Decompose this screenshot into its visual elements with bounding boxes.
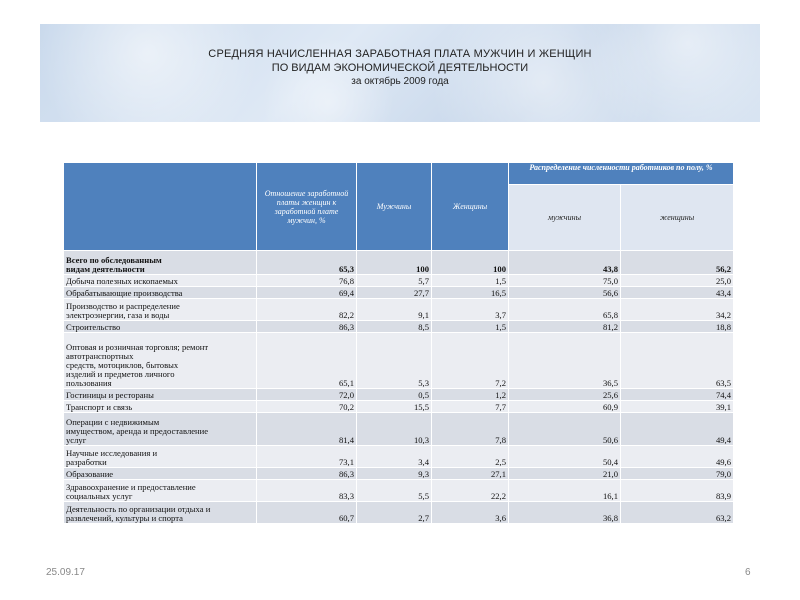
cell-dist-women: 56,2 [621, 251, 734, 275]
table-row [64, 321, 734, 333]
cell-ratio: 76,8 [257, 275, 357, 287]
table-row [64, 413, 734, 446]
cell-ratio: 73,1 [257, 446, 357, 468]
table-row [64, 446, 734, 468]
cell-men: 3,4 [357, 446, 432, 468]
cell-dist-men: 25,6 [509, 389, 621, 401]
cell-ratio: 83,3 [257, 480, 357, 502]
table-row [64, 480, 734, 502]
cell-dist-women: 63,2 [621, 502, 734, 524]
header-activity [64, 163, 257, 251]
cell-men: 15,5 [357, 401, 432, 413]
header-dist-women: женщины [621, 185, 734, 251]
cell-dist-men: 43,8 [509, 251, 621, 275]
cell-dist-women: 25,0 [621, 275, 734, 287]
cell-ratio: 86,3 [257, 321, 357, 333]
cell-dist-men: 65,8 [509, 299, 621, 321]
header-dist-men: мужчины [509, 185, 621, 251]
cell-ratio: 69,4 [257, 287, 357, 299]
row-label: Деятельность по организации отдыха и развлечений, культуры и спорта [64, 502, 257, 524]
row-label: Операции с недвижимым имуществом, аренда и предоставление услуг [64, 413, 257, 446]
cell-men: 9,1 [357, 299, 432, 321]
cell-dist-women: 83,9 [621, 480, 734, 502]
table-row [64, 287, 734, 299]
row-label: Обрабатывающие производства [64, 287, 257, 299]
cell-dist-men: 75,0 [509, 275, 621, 287]
header-distribution: Распределение численности работников по полу, % [509, 163, 734, 185]
cell-women: 22,2 [432, 480, 509, 502]
cell-ratio: 82,2 [257, 299, 357, 321]
cell-dist-women: 49,6 [621, 446, 734, 468]
cell-men: 27,7 [357, 287, 432, 299]
cell-dist-men: 56,6 [509, 287, 621, 299]
cell-dist-men: 50,4 [509, 446, 621, 468]
cell-dist-women: 63,5 [621, 333, 734, 389]
cell-dist-men: 36,8 [509, 502, 621, 524]
cell-dist-men: 81,2 [509, 321, 621, 333]
cell-men: 2,7 [357, 502, 432, 524]
cell-ratio: 86,3 [257, 468, 357, 480]
cell-women: 1,5 [432, 275, 509, 287]
cell-ratio: 65,3 [257, 251, 357, 275]
cell-dist-men: 16,1 [509, 480, 621, 502]
cell-women: 27,1 [432, 468, 509, 480]
cell-dist-men: 50,6 [509, 413, 621, 446]
slide-title-line1: СРЕДНЯЯ НАЧИСЛЕННАЯ ЗАРАБОТНАЯ ПЛАТА МУЖЧИН И ЖЕНЩИН [208, 48, 592, 60]
slide-page-number: 6 [745, 567, 751, 578]
table-row [64, 275, 734, 287]
slide-subtitle: за октябрь 2009 года [351, 76, 449, 87]
cell-dist-men: 60,9 [509, 401, 621, 413]
cell-men: 5,7 [357, 275, 432, 287]
cell-dist-women: 74,4 [621, 389, 734, 401]
row-label: Здравоохранение и предоставление социальных услуг [64, 480, 257, 502]
cell-dist-women: 34,2 [621, 299, 734, 321]
table-row [64, 401, 734, 413]
row-label: Транспорт и связь [64, 401, 257, 413]
cell-women: 16,5 [432, 287, 509, 299]
cell-men: 0,5 [357, 389, 432, 401]
cell-women: 1,2 [432, 389, 509, 401]
cell-women: 100 [432, 251, 509, 275]
cell-women: 7,7 [432, 401, 509, 413]
cell-women: 1,5 [432, 321, 509, 333]
cell-men: 5,3 [357, 333, 432, 389]
cell-dist-women: 49,4 [621, 413, 734, 446]
row-label: Оптовая и розничная торговля; ремонт автотранспортных средств, мотоциклов, бытовых изделий и предметов личного пользования [64, 333, 257, 389]
cell-dist-women: 43,4 [621, 287, 734, 299]
row-label: Гостиницы и рестораны [64, 389, 257, 401]
header-women: Женщины [432, 163, 509, 251]
header-ratio: Отношение заработной платы женщин к заработной плате мужчин, % [257, 163, 357, 251]
row-label: Добыча полезных ископаемых [64, 275, 257, 287]
cell-dist-women: 18,8 [621, 321, 734, 333]
table-row [64, 502, 734, 524]
cell-men: 9,3 [357, 468, 432, 480]
cell-dist-men: 36,5 [509, 333, 621, 389]
cell-ratio: 65,1 [257, 333, 357, 389]
cell-ratio: 81,4 [257, 413, 357, 446]
cell-ratio: 70,2 [257, 401, 357, 413]
cell-dist-women: 39,1 [621, 401, 734, 413]
table-row [64, 389, 734, 401]
cell-women: 7,2 [432, 333, 509, 389]
row-label: Всего по обследованным видам деятельности [64, 251, 257, 275]
cell-ratio: 72,0 [257, 389, 357, 401]
cell-women: 3,7 [432, 299, 509, 321]
cell-men: 10,3 [357, 413, 432, 446]
cell-ratio: 60,7 [257, 502, 357, 524]
row-label: Образование [64, 468, 257, 480]
cell-men: 8,5 [357, 321, 432, 333]
cell-women: 3,6 [432, 502, 509, 524]
cell-men: 100 [357, 251, 432, 275]
cell-women: 2,5 [432, 446, 509, 468]
table-row [64, 468, 734, 480]
table-row [64, 299, 734, 321]
cell-dist-men: 21,0 [509, 468, 621, 480]
table-row [64, 251, 734, 275]
row-label: Научные исследования и разработки [64, 446, 257, 468]
cell-women: 7,8 [432, 413, 509, 446]
table-row [64, 333, 734, 389]
cell-dist-women: 79,0 [621, 468, 734, 480]
salary-table [63, 162, 734, 524]
header-men: Мужчины [357, 163, 432, 251]
slide-date: 25.09.17 [46, 567, 85, 578]
row-label: Строительство [64, 321, 257, 333]
title-banner [40, 24, 760, 122]
slide-title-line2: ПО ВИДАМ ЭКОНОМИЧЕСКОЙ ДЕЯТЕЛЬНОСТИ [271, 62, 529, 74]
row-label: Производство и распределение электроэнергии, газа и воды [64, 299, 257, 321]
cell-men: 5,5 [357, 480, 432, 502]
